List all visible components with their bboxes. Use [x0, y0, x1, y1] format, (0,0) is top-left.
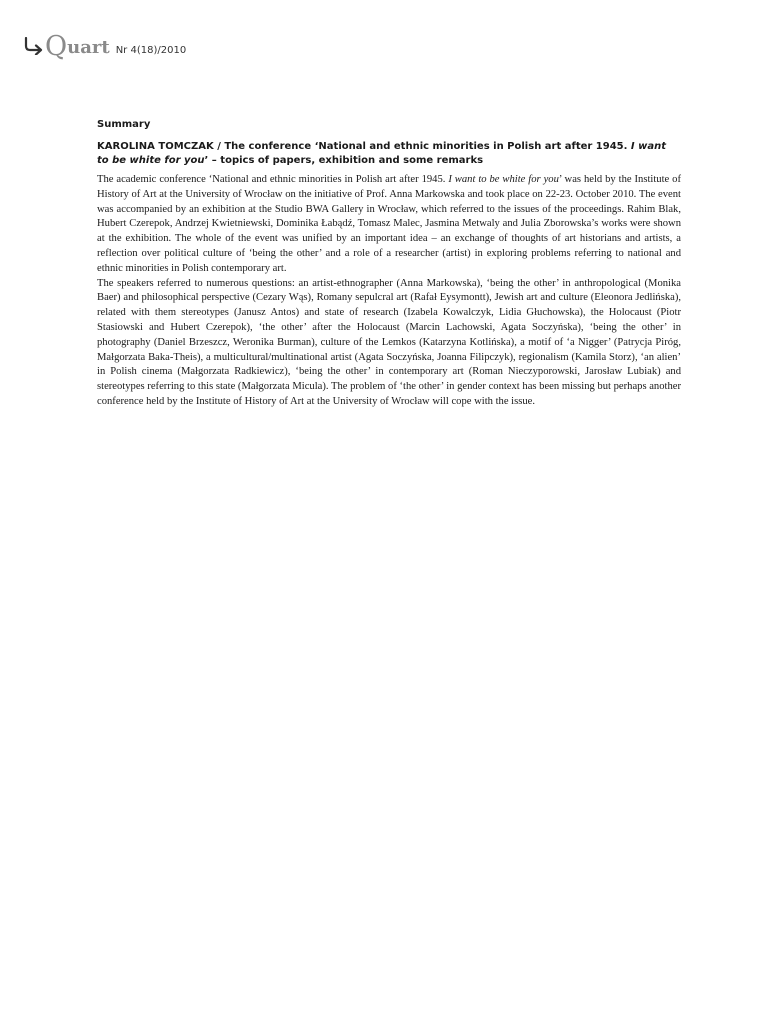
body-paragraph-2: The speakers referred to numerous questions: an artist-ethnographer (Anna Markowska), ‘being the other’ in anthropological (Monika Baer) and philosophical perspective (Cezary Wąs), Romany sepulcral art (Rafał Eysymontt), Jewish art and culture (Eleonora Jedlińska), related with them stereotypes (Janusz Antos) and state of research (Izabela Kowalczyk, Lidia Głuchowska), the Holocaust (Piotr Stasiowski and Hubert Czerepok), ‘the other’ after the Holocaust (Marcin Lachowski, Agata Soczyńska), ‘being the other’ in photography (Daniel Brzeszcz, Weronika Burman), culture of the Lemkos (Katarzyna Kotlińska), a motif of ‘a Nigger’ (Patrycja Piróg, Małgorzata Baka-Theis), a multicultural/multinational artist (Agata Soczyńska, Joanna Filipczyk), regionalism (Kamila Storz), ‘an alien’ in Polish cinema (Małgorzata Radkiewicz), ‘being the other’ in contemporary art (Roman Nieczyporowski, Jarosław Lubiak) and stereotypes referring to this state (Małgorzata Micula). The problem of ‘the other’ in gender context has been missing but perhaps another conference held by the Institute of History of Art at the University of Wrocław will cope with the issue.	[97, 277, 681, 407]
paragraph-1-start: The academic conference ‘National and ethnic minorities in Polish art after 1945.	[97, 174, 449, 185]
logo-letter-q: Q	[45, 31, 68, 62]
journal-header	[22, 30, 186, 60]
heading-text-end: ’ – topics of papers, exhibition and some remarks	[204, 155, 484, 166]
hook-arrow-icon	[22, 37, 44, 55]
paragraph-1-italic-title: I want to be white for you	[448, 174, 559, 185]
body-paragraph-1	[97, 173, 681, 277]
heading-text-start: KAROLINA TOMCZAK / The conference ‘National and ethnic minorities in Polish art after 1945.	[97, 141, 631, 152]
logo-wordmark: uart	[67, 37, 110, 58]
article-heading	[97, 140, 681, 168]
summary-section	[97, 118, 681, 410]
issue-number: Nr 4(18)/2010	[115, 45, 187, 56]
paragraph-1-rest: ’ was held by the Institute of History of Art at the University of Wrocław on the initiative of Prof. Anna Markowska and took place on 22-23. October 2010. The event was accompanied by an exhibition at the Studio BWA Gallery in Wrocław, which referred to the issues of the proceedings. Rahim Blak, Hubert Czerepok, Andrzej Kwietniewski, Dominika Łabądź, Tomasz Malec, Jasmina Metwaly and Julia Zborowska’s works were shown at the exhibition. The whole of the event was unified by an important idea – an exchange of thoughts of art historians and artists, a reflection over political culture of ‘being the other’ and a role of a researcher (artist) in exploring problems referring to national and ethnic minorities in Polish contemporary art.	[97, 174, 681, 274]
section-label: Summary	[97, 119, 151, 130]
heading-italic-title: I want to be white for you	[97, 141, 667, 166]
